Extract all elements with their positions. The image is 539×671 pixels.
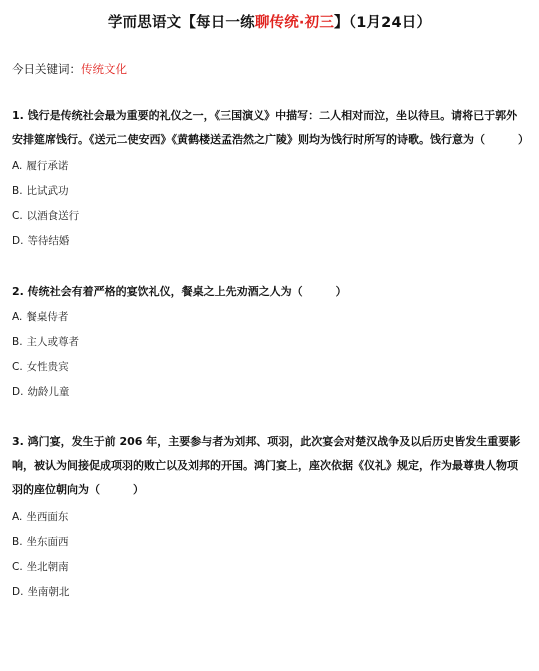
question-1: 1. 饯行是传统社会最为重要的礼仪之一，《三国演义》中描写：二人相对而泣，坐以待旦。请将已于郭外安排筵席饯行。《送元二使安西》《黄鹤楼送孟浩然之广陵》则均为饯行时所写的诗歌。饯行意为（ ） [12,109,529,146]
option-text: 坐南朝北 [27,586,70,598]
option-letter: A. [12,511,23,523]
question-3-option-a [12,509,68,524]
option-text: 坐北朝南 [26,561,69,573]
question-2-option-d [12,384,69,399]
option-letter: B. [12,536,23,548]
option-text: 比试武功 [26,185,69,197]
question-1-option-d [12,233,69,248]
option-letter: A. [12,311,23,323]
option-letter: D. [12,586,24,598]
option-text: 坐西面东 [26,511,69,523]
option-letter: C. [12,561,23,573]
option-text: 主人或尊者 [26,336,80,348]
question-3-option-b [12,534,69,549]
title-highlight: 聊传统·初三 [254,15,335,31]
page-title [0,11,539,32]
option-text: 餐桌侍者 [26,311,69,323]
question-3-option-d [12,584,69,599]
option-text: 等待结婚 [27,235,70,247]
question-2-option-b [12,334,79,349]
option-text: 履行承诺 [26,160,69,172]
option-letter: B. [12,336,23,348]
option-text: 以酒食送行 [26,210,80,222]
question-1-option-c [12,208,79,223]
question-2-option-c [12,359,69,374]
option-letter: C. [12,210,23,222]
option-text: 女性贵宾 [26,361,69,373]
keyword-line [12,61,127,77]
keyword-label: 今日关键词： [12,62,81,76]
option-letter: B. [12,185,23,197]
keyword-value: 传统文化 [81,62,127,76]
option-letter: D. [12,386,24,398]
title-suffix: 】（1月24日） [334,15,432,31]
option-letter: D. [12,235,24,247]
option-letter: C. [12,361,23,373]
question-1-option-b [12,183,69,198]
question-2-option-a [12,309,68,324]
option-text: 幼龄儿童 [27,386,70,398]
option-text: 坐东面西 [26,536,69,548]
option-letter: A. [12,160,23,172]
question-2: 2. 传统社会有着严格的宴饮礼仪，餐桌之上先劝酒之人为（ ） [12,285,347,298]
title-prefix: 学而思语文【每日一练 [107,15,255,31]
question-1-option-a [12,158,68,173]
question-3-option-c [12,559,69,574]
question-3: 3. 鸿门宴，发生于前 206 年，主要参与者为刘邦、项羽，此次宴会对楚汉战争及以后历史皆发生重要影响，被认为间接促成项羽的败亡以及刘邦的开国。鸿门宴上，座次依据《仪礼》规定，作为最尊贵人物项羽的座位朝向为（ ） [12,435,521,496]
